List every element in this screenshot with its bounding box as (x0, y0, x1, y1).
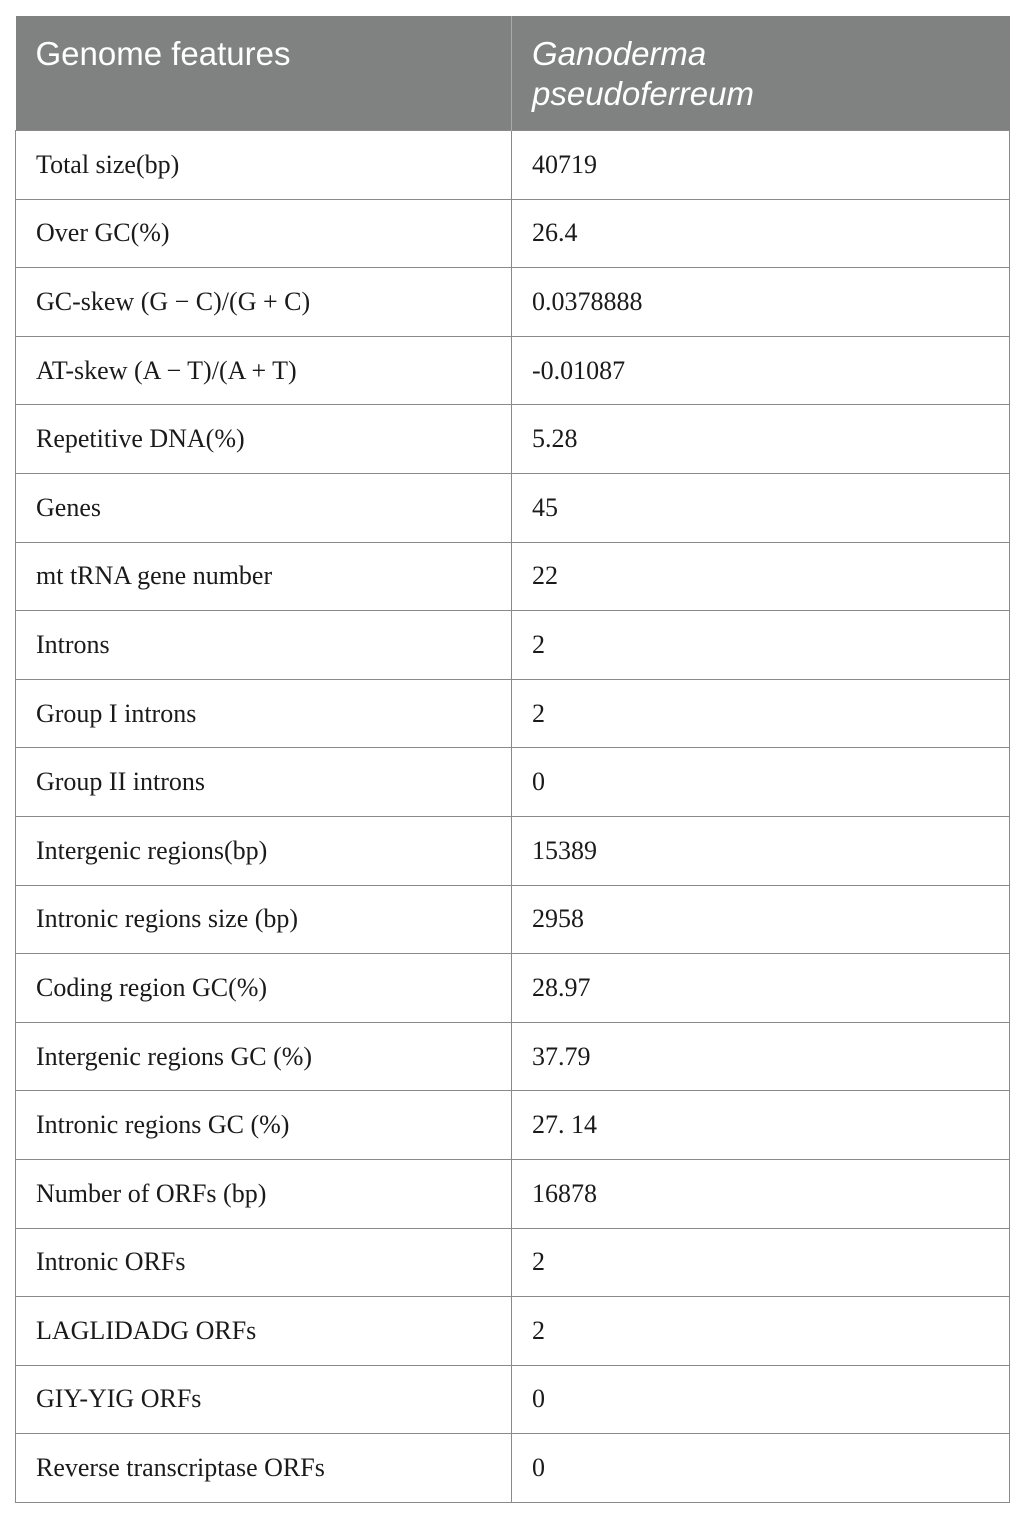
value-cell: 26.4 (512, 199, 1010, 268)
value-cell: 15389 (512, 816, 1010, 885)
feature-cell: AT-skew (A − T)/(A + T) (16, 336, 512, 405)
feature-cell: Coding region GC(%) (16, 954, 512, 1023)
table-row (16, 954, 1010, 1023)
species-genus: Ganoderma (532, 35, 707, 72)
feature-cell: Repetitive DNA(%) (16, 405, 512, 474)
value-cell: 37.79 (512, 1022, 1010, 1091)
value-cell: 0 (512, 1434, 1010, 1503)
genome-features-table-container (15, 16, 1009, 1503)
value-cell: 2 (512, 611, 1010, 680)
value-cell: 0.0378888 (512, 268, 1010, 337)
feature-cell: GC-skew (G − C)/(G + C) (16, 268, 512, 337)
table-row (16, 748, 1010, 817)
table-row (16, 542, 1010, 611)
table-row (16, 268, 1010, 337)
feature-cell: Reverse transcriptase ORFs (16, 1434, 512, 1503)
table-row (16, 1365, 1010, 1434)
table-row (16, 1022, 1010, 1091)
table-row (16, 473, 1010, 542)
feature-cell: Genes (16, 473, 512, 542)
table-row (16, 199, 1010, 268)
feature-cell: Group I introns (16, 679, 512, 748)
feature-cell: Intergenic regions(bp) (16, 816, 512, 885)
feature-cell: mt tRNA gene number (16, 542, 512, 611)
feature-cell: Introns (16, 611, 512, 680)
value-cell: 45 (512, 473, 1010, 542)
table-body (16, 131, 1010, 1503)
value-cell: 28.97 (512, 954, 1010, 1023)
table-row (16, 885, 1010, 954)
value-cell: 0 (512, 1365, 1010, 1434)
header-species-name (512, 16, 1010, 131)
value-cell: 2 (512, 1297, 1010, 1366)
genome-features-table (15, 16, 1010, 1503)
value-cell: -0.01087 (512, 336, 1010, 405)
value-cell: 22 (512, 542, 1010, 611)
feature-cell: LAGLIDADG ORFs (16, 1297, 512, 1366)
value-cell: 2958 (512, 885, 1010, 954)
table-row (16, 611, 1010, 680)
feature-cell: Total size(bp) (16, 131, 512, 200)
feature-cell: Intronic regions GC (%) (16, 1091, 512, 1160)
table-row (16, 1434, 1010, 1503)
table-header (16, 16, 1010, 131)
feature-cell: Intronic ORFs (16, 1228, 512, 1297)
value-cell: 2 (512, 679, 1010, 748)
value-cell: 2 (512, 1228, 1010, 1297)
header-genome-features: Genome features (16, 16, 512, 131)
header-row (16, 16, 1010, 131)
feature-cell: Over GC(%) (16, 199, 512, 268)
feature-cell: Number of ORFs (bp) (16, 1159, 512, 1228)
feature-cell: Intergenic regions GC (%) (16, 1022, 512, 1091)
table-row (16, 1228, 1010, 1297)
table-row (16, 131, 1010, 200)
table-row (16, 336, 1010, 405)
table-row (16, 405, 1010, 474)
value-cell: 40719 (512, 131, 1010, 200)
feature-cell: Intronic regions size (bp) (16, 885, 512, 954)
feature-cell: GIY-YIG ORFs (16, 1365, 512, 1434)
species-epithet: pseudoferreum (532, 75, 754, 112)
value-cell: 0 (512, 748, 1010, 817)
table-row (16, 679, 1010, 748)
value-cell: 27. 14 (512, 1091, 1010, 1160)
value-cell: 5.28 (512, 405, 1010, 474)
table-row (16, 816, 1010, 885)
table-row (16, 1091, 1010, 1160)
table-row (16, 1159, 1010, 1228)
table-row (16, 1297, 1010, 1366)
feature-cell: Group II introns (16, 748, 512, 817)
value-cell: 16878 (512, 1159, 1010, 1228)
